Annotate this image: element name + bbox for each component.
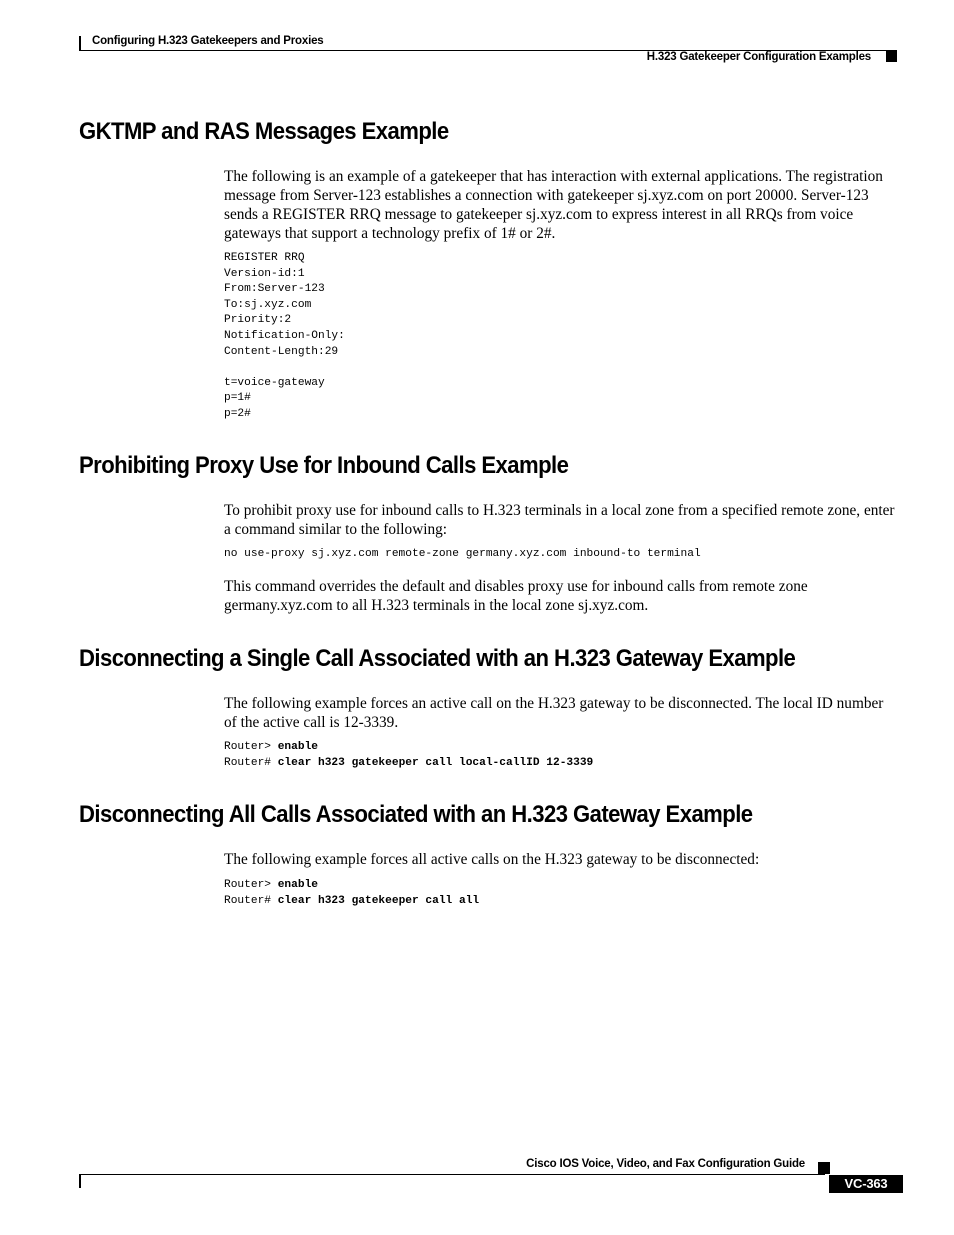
section-intro-disconnect-all: The following example forces all active calls on the H.323 gateway to be disconnected: xyxy=(224,851,760,868)
section-intro-disconnect-single: The following example forces an active call on the H.323 gateway to be disconnected. The local ID number of the active call is 12-3339. xyxy=(224,695,884,731)
code-prompt: Router> xyxy=(224,879,278,891)
code-block-register-rrq xyxy=(224,251,345,423)
code-line: Notification-Only: xyxy=(224,329,345,342)
section-intro-gktmp: The following is an example of a gatekeeper that has interaction with external applications. The registration message from Server-123 establishes a connection with gatekeeper sj.xyz.com on port 20000. Server-123 sends a REGISTER RRQ message to gatekeeper sj.xyz.com to express interest in all RRQs from voice gateways that support a technology prefix of 1# or 2#. xyxy=(224,168,883,242)
header-chapter-title: Configuring H.323 Gatekeepers and Proxies xyxy=(92,35,324,47)
code-block-disconnect-single xyxy=(224,740,593,771)
code-command: clear h323 gatekeeper call local-callID 12-3339 xyxy=(277,756,594,769)
section-outro-prohibit-proxy: This command overrides the default and disables proxy use for inbound calls from remote zone germany.xyz.com to all H.323 terminals in the local zone sj.xyz.com. xyxy=(224,578,808,614)
footer-left-bar xyxy=(79,1174,81,1188)
header-black-square xyxy=(886,51,897,62)
section-title-gktmp: GKTMP and RAS Messages Example xyxy=(79,118,449,145)
code-line: Version-id:1 xyxy=(224,267,305,280)
section-intro-prohibit-proxy: To prohibit proxy use for inbound calls to H.323 terminals in a local zone from a specified remote zone, enter a command similar to the following: xyxy=(224,502,895,538)
code-line: Content-Length:29 xyxy=(224,345,339,358)
code-line: Priority:2 xyxy=(224,314,292,327)
code-line: t=voice-gateway xyxy=(224,376,325,389)
code-command: enable xyxy=(277,741,319,753)
code-command: enable xyxy=(277,879,319,891)
code-prompt: Router> xyxy=(224,741,278,753)
code-line: no use-proxy sj.xyz.com remote-zone germany.xyz.com inbound-to terminal xyxy=(224,548,701,560)
footer-black-square xyxy=(818,1162,830,1174)
code-block-no-use-proxy xyxy=(224,547,701,563)
code-line-blank xyxy=(224,360,345,376)
section-title-disconnect-all: Disconnecting All Calls Associated with an H.323 Gateway Example xyxy=(79,801,753,828)
code-block-disconnect-all xyxy=(224,878,479,909)
code-line: p=1# xyxy=(224,392,251,405)
footer-rule xyxy=(79,1174,825,1175)
code-command: clear h323 gatekeeper call all xyxy=(277,894,480,907)
footer-page-number: VC-363 xyxy=(844,1176,888,1191)
code-line xyxy=(224,740,593,756)
code-line: p=2# xyxy=(224,407,251,420)
code-prompt: Router# xyxy=(224,756,278,769)
section-title-prohibit-proxy: Prohibiting Proxy Use for Inbound Calls Example xyxy=(79,452,569,479)
header-left-bar xyxy=(79,36,81,50)
section-title-disconnect-single: Disconnecting a Single Call Associated with an H.323 Gateway Example xyxy=(79,645,796,672)
code-line xyxy=(224,894,479,910)
code-line: To:sj.xyz.com xyxy=(224,298,312,311)
code-prompt: Router# xyxy=(224,894,278,907)
code-line xyxy=(224,756,593,772)
footer-guide-title: Cisco IOS Voice, Video, and Fax Configuration Guide xyxy=(526,1158,805,1170)
code-line: REGISTER RRQ xyxy=(224,252,305,264)
header-section-title: H.323 Gatekeeper Configuration Examples xyxy=(646,51,871,63)
code-line xyxy=(224,878,479,894)
code-line: From:Server-123 xyxy=(224,283,325,296)
